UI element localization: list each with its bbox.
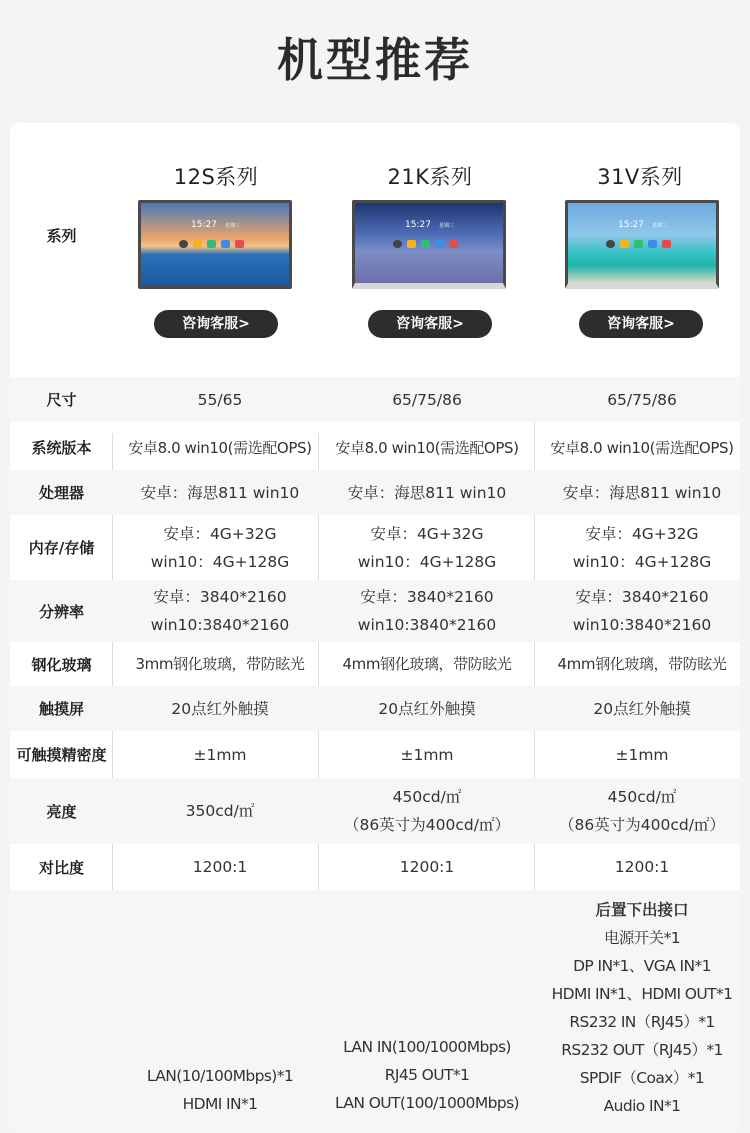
size-value: 55/65 (197, 390, 243, 409)
consult-button-21k[interactable]: 咨询客服> (368, 310, 492, 338)
spec-row-size (10, 377, 740, 422)
processor-value: 安卓：海思811 win10 (347, 483, 507, 502)
contrast-value: 1200:1 (192, 858, 248, 876)
ports-list-31v: 后置下出接口 电源开关*1 DP IN*1、VGA IN*1 HDMI IN*1、HDMI OUT*1 RS232 IN（RJ45）*1 RS232 OUT（RJ45）*1 SPDIF（Coax）*1 Audio IN*1 (535, 890, 740, 1120)
spec-comparison-card (10, 123, 740, 1133)
glass-value: 4mm钢化玻璃，带防眩光 (342, 655, 512, 673)
row-label: 尺寸 (46, 391, 77, 409)
size-value: 65/75/86 (392, 390, 462, 409)
system-value: 安卓8.0 win10(需选配OPS) (335, 438, 519, 457)
consult-button-12s[interactable]: 咨询客服> (154, 310, 278, 338)
model-name-31v: 31V系列 (597, 165, 683, 189)
processor-value: 安卓：海思811 win10 (562, 483, 722, 502)
memory-value: 安卓：4G+32G win10：4G+128G (357, 524, 497, 571)
touch-value: 20点红外触摸 (171, 699, 269, 718)
resolution-value: 安卓：3840*2160 win10:3840*2160 (572, 588, 712, 634)
size-value: 65/75/86 (607, 390, 677, 409)
tv-image-12s: 15:27 星期三 (138, 200, 292, 289)
row-label: 触摸屏 (38, 700, 84, 718)
contrast-value: 1200:1 (614, 858, 670, 876)
row-label: 处理器 (38, 484, 84, 502)
memory-value: 安卓：4G+32G win10：4G+128G (572, 524, 712, 571)
system-value: 安卓8.0 win10(需选配OPS) (550, 438, 734, 457)
system-value: 安卓8.0 win10(需选配OPS) (128, 438, 312, 457)
spec-row-contrast (10, 844, 740, 890)
page-title: 机型推荐 (277, 33, 473, 87)
series-label: 系列 (46, 227, 77, 245)
row-label: 钢化玻璃 (31, 655, 92, 674)
spec-row-ports (10, 890, 740, 1133)
precision-value: ±1mm (193, 745, 247, 764)
brightness-value: 450cd/㎡ （86英寸为400cd/㎡） (344, 788, 510, 834)
row-label: 内存/存储 (28, 539, 95, 557)
ports-list-12s: LAN(10/100Mbps)*1 HDMI IN*1 (146, 1067, 294, 1113)
spec-row-brightness (10, 778, 740, 844)
resolution-value: 安卓：3840*2160 win10:3840*2160 (357, 588, 497, 634)
row-label: 对比度 (38, 858, 84, 877)
consult-button-31v[interactable]: 咨询客服> (579, 310, 703, 338)
memory-value: 安卓：4G+32G win10：4G+128G (150, 524, 290, 571)
ports-heading: 后置下出接口 (595, 901, 689, 919)
ports-list-21k: LAN IN(100/1000Mbps) RJ45 OUT*1 LAN OUT(100/1000Mbps) (334, 1038, 519, 1112)
spec-row-resolution (10, 580, 740, 642)
spec-row-processor (10, 470, 740, 515)
glass-value: 4mm钢化玻璃，带防眩光 (557, 655, 727, 673)
row-label: 可触摸精密度 (16, 746, 107, 764)
glass-value: 3mm钢化玻璃，带防眩光 (135, 655, 305, 673)
resolution-value: 安卓：3840*2160 win10:3840*2160 (150, 588, 290, 634)
brightness-value: 450cd/㎡ （86英寸为400cd/㎡） (559, 788, 725, 834)
precision-value: ±1mm (400, 745, 454, 764)
spec-row-memory (10, 515, 740, 580)
spec-row-precision (10, 731, 740, 778)
processor-value: 安卓：海思811 win10 (140, 483, 300, 502)
spec-row-system (10, 425, 740, 470)
spec-row-touch (10, 686, 740, 731)
spec-row-glass (10, 642, 740, 686)
tv-image-21k: 15:27 星期三 (352, 200, 506, 289)
precision-value: ±1mm (615, 745, 669, 764)
tv-image-31v: 15:27 星期三 (565, 200, 719, 289)
brightness-value: 350cd/㎡ (185, 802, 255, 820)
touch-value: 20点红外触摸 (593, 699, 691, 718)
touch-value: 20点红外触摸 (378, 699, 476, 718)
model-name-21k: 21K系列 (387, 165, 473, 189)
row-label: 系统版本 (31, 439, 92, 457)
model-name-12s: 12S系列 (173, 165, 259, 189)
row-label: 亮度 (46, 802, 77, 821)
contrast-value: 1200:1 (399, 858, 455, 876)
row-label: 分辨率 (38, 602, 84, 621)
